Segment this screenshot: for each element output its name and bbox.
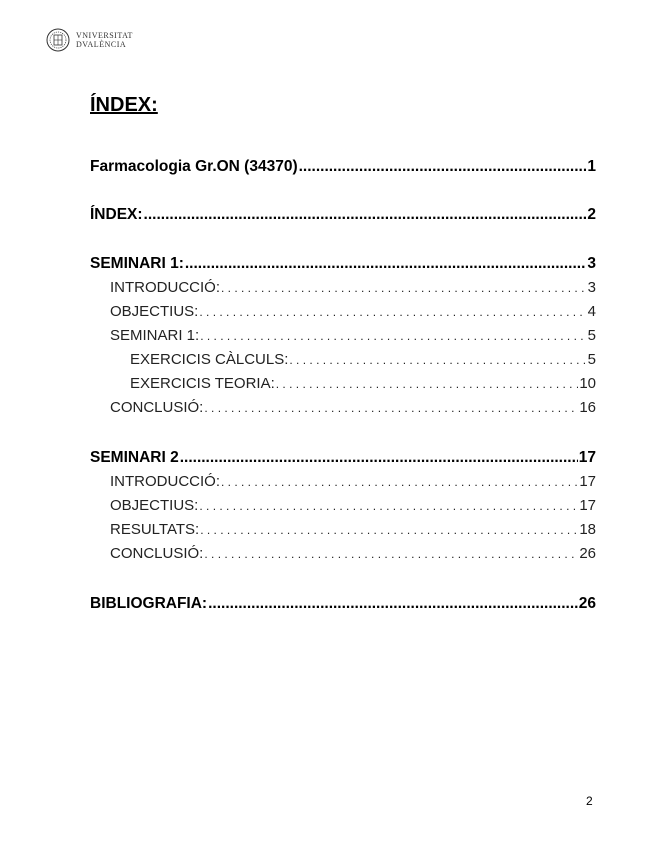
toc-entry-label: SEMINARI 1: [110, 327, 200, 344]
toc-entry-farmacologia[interactable] [90, 158, 596, 176]
logo-line-2: DVALÈNCIA [76, 40, 127, 49]
toc-dot-leader [289, 351, 586, 368]
university-wordmark [76, 31, 133, 49]
toc-dot-leader [199, 303, 586, 320]
toc-entry-page: 1 [587, 158, 596, 175]
page-title: ÍNDEX: [90, 94, 158, 116]
toc-entry-label: CONCLUSIÓ: [110, 399, 204, 416]
toc-dot-leader [221, 279, 587, 296]
toc-entry-page: 16 [579, 399, 596, 416]
toc-dot-leader [199, 497, 578, 514]
toc-dot-leader [180, 449, 578, 467]
toc-entry-label: CONCLUSIÓ: [110, 545, 204, 562]
toc-dot-leader [200, 521, 578, 538]
toc-entry-page: 26 [578, 595, 596, 612]
toc-entry-index[interactable] [90, 206, 596, 224]
toc-entry-label: EXERCICIS CÀLCULS: [130, 351, 289, 368]
page-number: 2 [586, 794, 593, 808]
toc-entry-s2-conclusio[interactable] [110, 545, 596, 562]
toc-entry-label: Farmacologia Gr.ON (34370) [90, 158, 298, 175]
toc-dot-leader [204, 545, 578, 562]
toc-entry-label: SEMINARI 1: [90, 255, 184, 272]
toc-entry-page: 18 [579, 521, 596, 538]
toc-entry-label: INTRODUCCIÓ: [110, 473, 220, 490]
toc-entry-page: 17 [579, 473, 596, 490]
toc-dot-leader [208, 595, 578, 613]
toc-dot-leader [221, 473, 578, 490]
toc-entry-exercicis-calculs[interactable] [130, 351, 596, 368]
toc-entry-s1-seminari-1[interactable] [110, 327, 596, 344]
toc-entry-s2-objectius[interactable] [110, 497, 596, 514]
toc-dot-leader [144, 206, 587, 224]
toc-entry-page: 2 [587, 206, 596, 223]
toc-entry-seminari-1[interactable] [90, 255, 596, 273]
toc-entry-page: 3 [587, 279, 596, 296]
toc-entry-label: OBJECTIUS: [110, 303, 199, 320]
toc-entry-label: SEMINARI 2 [90, 449, 179, 466]
toc-entry-label: EXERCICIS TEORIA: [130, 375, 275, 392]
toc-entry-bibliografia[interactable] [90, 595, 596, 613]
toc-entry-s1-objectius[interactable] [110, 303, 596, 320]
toc-entry-label: RESULTATS: [110, 521, 200, 538]
toc-entry-page: 5 [587, 351, 596, 368]
toc-dot-leader [299, 158, 587, 176]
toc-dot-leader [276, 375, 579, 392]
toc-dot-leader [200, 327, 586, 344]
toc-entry-s2-introduccio[interactable] [110, 473, 596, 490]
toc-entry-label: OBJECTIUS: [110, 497, 199, 514]
toc-entry-page: 3 [587, 255, 596, 272]
toc-entry-label: ÍNDEX: [90, 206, 143, 223]
toc-entry-page: 4 [587, 303, 596, 320]
toc-entry-label: BIBLIOGRAFIA: [90, 595, 208, 612]
toc-entry-page: 5 [587, 327, 596, 344]
university-logo [46, 28, 133, 52]
logo-line-1: VNIVERSITAT [76, 31, 133, 40]
toc-dot-leader [204, 399, 578, 416]
toc-entry-s1-conclusio[interactable] [110, 399, 596, 416]
toc-entry-s1-introduccio[interactable] [110, 279, 596, 296]
toc-entry-exercicis-teoria[interactable] [130, 375, 596, 392]
university-seal-icon [46, 28, 70, 52]
toc-entry-page: 17 [579, 497, 596, 514]
toc-entry-label: INTRODUCCIÓ: [110, 279, 220, 296]
toc-entry-s2-resultats[interactable] [110, 521, 596, 538]
toc-entry-page: 26 [579, 545, 596, 562]
toc-entry-seminari-2[interactable] [90, 449, 596, 467]
toc-entry-page: 17 [578, 449, 596, 466]
toc-entry-page: 10 [579, 375, 596, 392]
toc-dot-leader [185, 255, 587, 273]
